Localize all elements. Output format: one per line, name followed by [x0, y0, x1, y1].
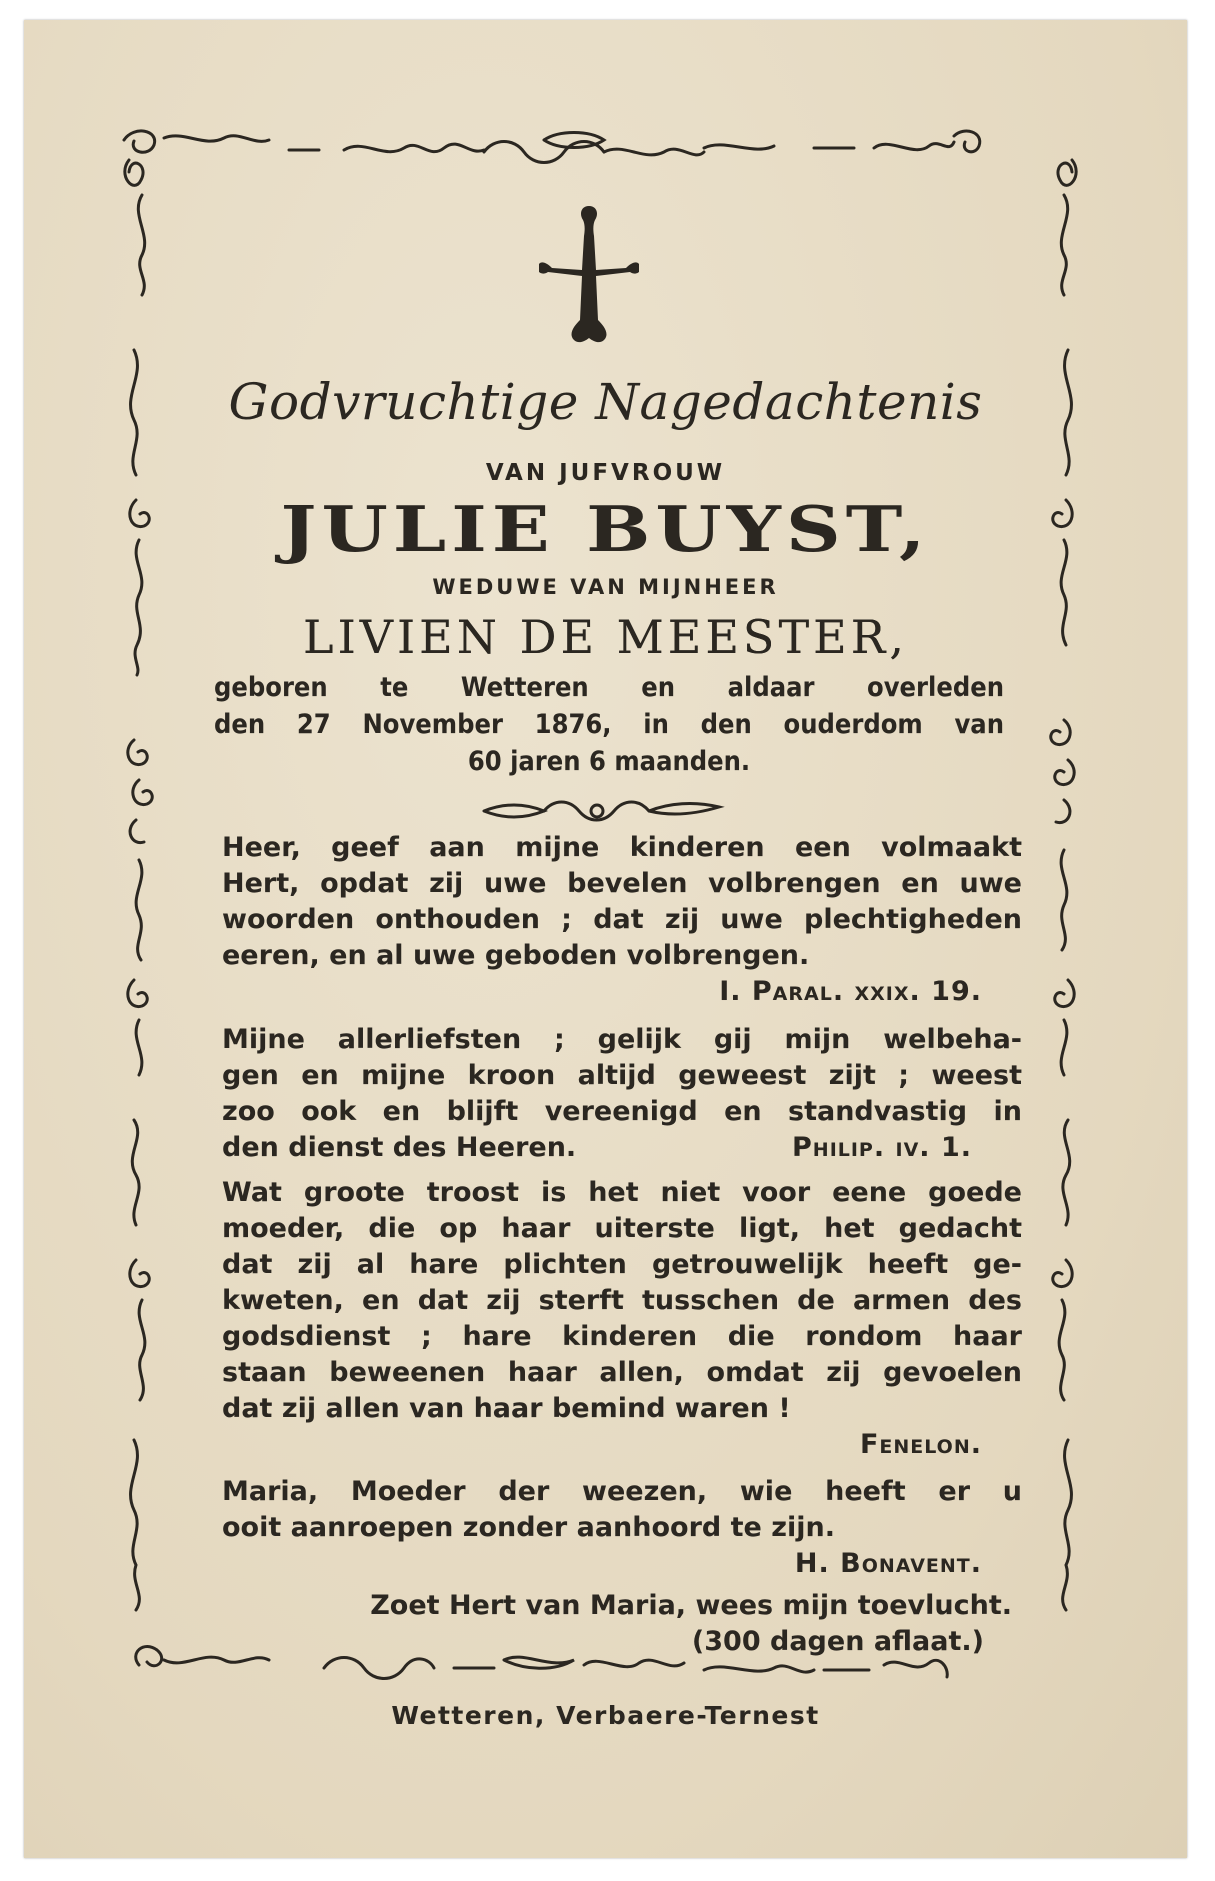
prayer3-line-3: dat zij al hare plichten getrouwelijk heeft ge- [222, 1249, 1022, 1280]
prayer3-line-7: dat zij allen van haar bemind waren ! [222, 1393, 791, 1424]
prayer5-line: Zoet Hert van Maria, wees mijn toevlucht. [370, 1590, 1012, 1621]
van-jufvrouw-line: VAN JUFVROUW [485, 460, 726, 486]
card-title: Godvruchtige Nagedachtenis [228, 373, 983, 431]
prayer3-line-5: godsdienst ; hare kinderen die rondom haar [222, 1321, 1022, 1352]
prayer2-line-4: den dienst des Heeren. [222, 1132, 577, 1163]
prayer3-line-6: staan beweenen haar allen, omdat zij gevoelen [222, 1357, 1022, 1388]
prayer2-line-1: Mijne allerliefsten ; gelijk gij mijn welbeha- [222, 1024, 1022, 1055]
prayer4-line-1: Maria, Moeder der weezen, wie heeft er u [222, 1476, 1022, 1507]
prayer3-line-2: moeder, die op haar uiterste ligt, het gedacht [222, 1213, 1022, 1244]
weduwe-line: WEDUWE VAN MIJNHEER [432, 575, 779, 599]
prayer3-line-1: Wat groote troost is het niet voor eene goede [222, 1177, 1022, 1208]
prayer4-source: H. Bonavent. [794, 1548, 982, 1579]
deceased-name: JULIE BUYST, [280, 493, 931, 566]
husband-name: LIVIEN DE MEESTER, [303, 610, 908, 664]
indulgence-note: (300 dagen aflaat.) [691, 1626, 984, 1657]
bio-line-3: 60 jaren 6 maanden. [467, 746, 751, 777]
cross-icon [539, 198, 639, 348]
prayer3-line-4: kweten, en dat zij sterft tusschen de armen des [222, 1285, 1022, 1316]
bio-line-2: den 27 November 1876, in den ouderdom van [214, 709, 1004, 740]
prayer3-source: Fenelon. [859, 1429, 982, 1460]
prayer2-line-3: zoo ook en blijft vereenigd en standvastig in [222, 1096, 1022, 1127]
prayer1-line-4: eeren, en al uwe geboden volbrengen. [222, 940, 810, 971]
ornamental-divider [479, 793, 729, 829]
prayer4-line-2: ooit aanroepen zonder aanhoord te zijn. [222, 1512, 835, 1543]
prayer1-line-2: Hert, opdat zij uwe bevelen volbrengen en uwe [222, 868, 1022, 899]
prayer2-source: Philip. iv. 1. [792, 1132, 972, 1163]
bio-line-1: geboren te Wetteren en aldaar overleden [214, 672, 1004, 703]
prayer1-line-1: Heer, geef aan mijne kinderen een volmaakt [222, 832, 1022, 863]
prayer1-line-3: woorden onthouden ; dat zij uwe plechtigheden [222, 904, 1022, 935]
prayer1-source: I. Paral. xxix. 19. [719, 976, 982, 1007]
memorial-card [24, 20, 1187, 1858]
printer-imprint: Wetteren, Verbaere-Ternest [391, 1701, 820, 1730]
prayer2-line-2: gen en mijne kroon altijd geweest zijt ; weest [222, 1060, 1022, 1091]
